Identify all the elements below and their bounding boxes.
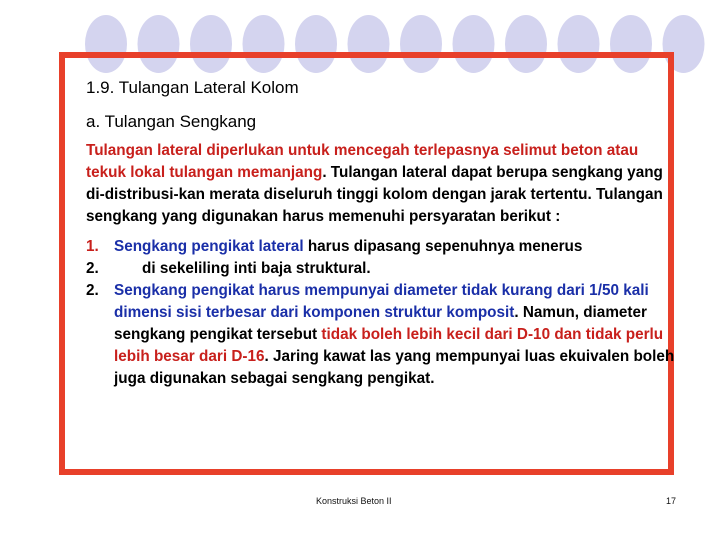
list-number: 2. xyxy=(86,282,99,299)
list-item-text: . Jaring kawat las yang mempunyai luas ekuivalen boleh juga digunakan sebagai sengkang pengikat. xyxy=(114,348,675,387)
list-number: 1. xyxy=(86,238,99,255)
list-item-blue-text: Sengkang pengikat lateral xyxy=(114,238,304,255)
paragraph-red-text: Tulangan lateral diperlukan untuk mencegah terlepasnya selimut beton atau tekuk lokal tulangan memanjang xyxy=(86,142,639,181)
slide-subtitle: a. Tulangan Sengkang xyxy=(86,112,257,131)
list-item xyxy=(86,258,676,280)
paragraph-black-text: . Tulangan lateral dapat berupa sengkang yang di-distribusi-kan merata diseluruh tinggi kolom dengan jarak tertentu. Tulangan sengkang yang digunakan harus memenuhi persyaratan berikut : xyxy=(86,164,663,225)
page-number: 17 xyxy=(666,496,677,506)
slide-title: 1.9. Tulangan Lateral Kolom xyxy=(86,78,299,97)
requirements-list xyxy=(86,236,676,390)
intro-paragraph xyxy=(86,140,676,228)
list-item-blue-text: Sengkang pengikat harus mempunyai diameter tidak kurang dari 1/50 kali dimensi sisi terbesar dari komponen struktur komposit xyxy=(114,282,649,321)
list-item xyxy=(86,280,676,390)
footer-text: Konstruksi Beton II xyxy=(316,496,392,506)
slide-content xyxy=(86,74,676,390)
list-item-red-text: tidak boleh lebih kecil dari D-10 dan tidak perlu lebih besar dari D-16 xyxy=(114,326,664,365)
list-item xyxy=(86,236,676,258)
list-number: 2. xyxy=(86,260,99,277)
list-item-text: . Namun, diameter sengkang pengikat tersebut xyxy=(114,304,647,343)
list-item-text: harus dipasang sepenuhnya menerus xyxy=(303,238,583,255)
list-item-text: di sekeliling inti baja struktural. xyxy=(142,260,371,277)
